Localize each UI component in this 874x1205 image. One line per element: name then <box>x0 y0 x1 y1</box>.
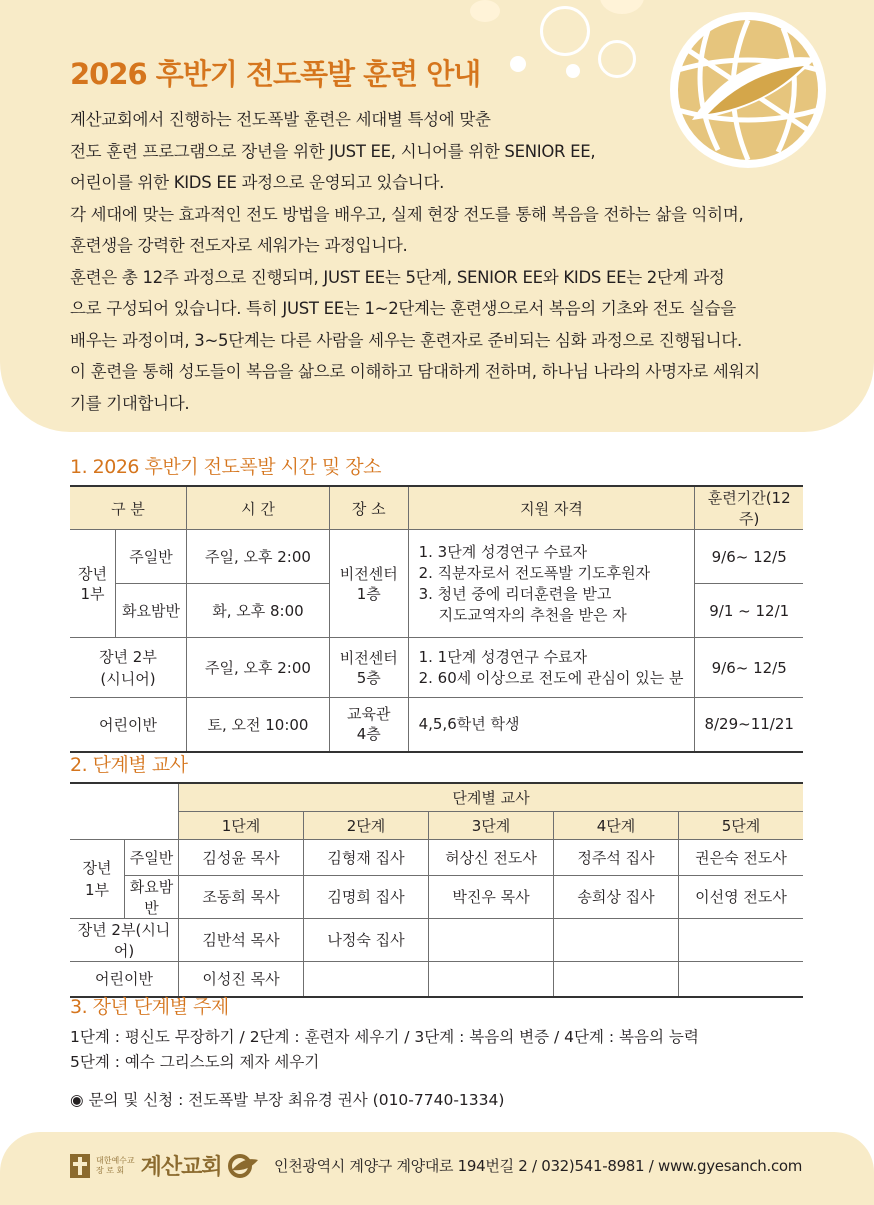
stage-themes <box>70 1025 699 1075</box>
intro-line: 으로 구성되어 있습니다. 특히 JUST EE는 1~2단계는 훈련생으로서 복음의 기초와 전도 실습을 <box>70 299 736 318</box>
col-header-time: 시 간 <box>186 486 329 530</box>
page-title: 2026 후반기 전도폭발 훈련 안내 <box>70 57 481 91</box>
stage-header: 2단계 <box>304 811 429 839</box>
time-senior: 주일, 오후 2:00 <box>186 638 329 698</box>
teacher-cell: 이선영 전도사 <box>679 875 804 918</box>
decorative-bubble <box>540 6 590 56</box>
intro-text <box>70 104 810 419</box>
teacher-cell: 허상신 전도사 <box>429 839 554 875</box>
col-header-place: 장 소 <box>329 486 408 530</box>
qualification-item: 지도교역자의 추천을 받은 자 <box>438 605 627 624</box>
teacher-cell <box>429 961 554 997</box>
church-emblem-icon <box>228 1154 260 1178</box>
intro-line: 어린이를 위한 KIDS EE 과정으로 운영되고 있습니다. <box>70 173 445 192</box>
qualification-item: 2. 60세 이상으로 전도에 관심이 있는 분 <box>418 668 684 687</box>
corner-blank <box>70 783 179 839</box>
qualification-kids: 4,5,6학년 학생 <box>408 698 695 752</box>
cross-icon <box>70 1154 90 1178</box>
intro-line: 훈련생을 강력한 전도자로 세워가는 과정입니다. <box>70 236 408 255</box>
stage-header: 3단계 <box>429 811 554 839</box>
qualification-item: 3. 청년 중에 리더훈련을 받고 <box>418 584 612 603</box>
section-heading-teachers: 2. 단계별 교사 <box>70 754 188 776</box>
row-label: 주일반 <box>125 839 179 875</box>
time-kids: 토, 오전 10:00 <box>186 698 329 752</box>
qualification-senior <box>408 638 695 698</box>
qualification-item: 2. 직분자로서 전도폭발 기도후원자 <box>418 563 651 582</box>
teacher-cell: 이성진 목사 <box>179 961 304 997</box>
intro-line: 이 훈련을 통해 성도들이 복음을 삶으로 이해하고 담대하게 전하며, 하나님 나라의 사명자로 세워지 <box>70 362 760 381</box>
teachers-table <box>70 782 803 998</box>
church-name: 계산교회 <box>140 1155 222 1180</box>
col-header-qualification: 지원 자격 <box>408 486 695 530</box>
teacher-cell: 김성윤 목사 <box>179 839 304 875</box>
theme-line: 1단계 : 평신도 무장하기 / 2단계 : 훈련자 세우기 / 3단계 : 복음의 변증 / 4단계 : 복음의 능력 <box>70 1028 699 1046</box>
teacher-cell: 김명희 집사 <box>304 875 429 918</box>
intro-line: 훈련은 총 12주 과정으로 진행되며, JUST EE는 5단계, SENIOR EE와 KIDS EE는 2단계 과정 <box>70 267 725 287</box>
col-header-period: 훈련기간(12주) <box>695 486 803 530</box>
decorative-bubble <box>510 56 526 72</box>
col-header-category: 구 분 <box>70 486 186 530</box>
row-label: 장년 2부(시니어) <box>70 918 179 961</box>
teacher-cell: 조동희 목사 <box>179 875 304 918</box>
qualification-item: 1. 3단계 성경연구 수료자 <box>418 542 588 561</box>
class-senior: 장년 2부 (시니어) <box>70 638 186 698</box>
intro-line: 기를 기대합니다. <box>70 393 190 413</box>
teacher-cell: 나정숙 집사 <box>304 918 429 961</box>
section-heading-themes: 3. 장년 단계별 주제 <box>70 996 229 1018</box>
teacher-cell: 김반석 목사 <box>179 918 304 961</box>
row-label: 어린이반 <box>70 961 179 997</box>
intro-line: 계산교회에서 진행하는 전도폭발 훈련은 세대별 특성에 맞춘 <box>70 110 491 129</box>
inquiry-contact: ◉ 문의 및 신청 : 전도폭발 부장 최유경 권사 (010-7740-1334) <box>70 1091 505 1109</box>
teacher-cell: 박진우 목사 <box>429 875 554 918</box>
place-vision-5f: 비전센터 5층 <box>329 638 408 698</box>
teacher-cell <box>554 918 679 961</box>
stage-header: 5단계 <box>679 811 804 839</box>
intro-line: 전도 훈련 프로그램으로 장년을 위한 JUST EE, 시니어를 위한 SENIOR EE, <box>70 141 596 161</box>
intro-line: 각 세대에 맞는 효과적인 전도 방법을 배우고, 실제 현장 전도를 통해 복음을 전하는 삶을 익히며, <box>70 204 744 224</box>
row-label: 화요밤반 <box>125 875 179 918</box>
time-tuesday: 화, 오후 8:00 <box>186 584 329 638</box>
stage-header: 1단계 <box>179 811 304 839</box>
qualification-item: 1. 1단계 성경연구 수료자 <box>418 647 588 666</box>
teacher-cell: 송희상 집사 <box>554 875 679 918</box>
period-tuesday: 9/1 ~ 12/1 <box>695 584 803 638</box>
teacher-cell: 권은숙 전도사 <box>679 839 804 875</box>
teacher-cell <box>554 961 679 997</box>
schedule-table <box>70 485 803 753</box>
period-senior: 9/6~ 12/5 <box>695 638 803 698</box>
teacher-cell: 정주석 집사 <box>554 839 679 875</box>
class-tuesday: 화요밤반 <box>116 584 187 638</box>
teacher-cell <box>304 961 429 997</box>
church-logo <box>70 1150 260 1181</box>
intro-line: 배우는 과정이며, 3~5단계는 다른 사람을 세우는 훈련자로 준비되는 심화 과정으로 진행됩니다. <box>70 330 742 350</box>
group-adult-1: 장년 1부 <box>70 839 125 918</box>
place-education-4f: 교육관 4층 <box>329 698 408 752</box>
class-sunday: 주일반 <box>116 530 187 584</box>
group-adult-1: 장년 1부 <box>70 530 116 638</box>
class-kids: 어린이반 <box>70 698 186 752</box>
church-address: 인천광역시 계양구 계양대로 194번길 2 / 032)541-8981 / www.gyesanch.com <box>274 1157 803 1175</box>
period-kids: 8/29~11/21 <box>695 698 803 752</box>
stage-header: 4단계 <box>554 811 679 839</box>
teacher-cell: 김형재 집사 <box>304 839 429 875</box>
decorative-bubble <box>566 64 580 78</box>
teacher-cell <box>429 918 554 961</box>
col-header-stage-teachers: 단계별 교사 <box>179 783 804 811</box>
denomination-label: 대한예수교 장 로 회 <box>96 1155 135 1175</box>
time-sunday: 주일, 오후 2:00 <box>186 530 329 584</box>
period-sunday: 9/6~ 12/5 <box>695 530 803 584</box>
decorative-bubble <box>598 40 636 78</box>
section-heading-schedule: 1. 2026 후반기 전도폭발 시간 및 장소 <box>70 456 381 478</box>
place-vision-1f: 비전센터 1층 <box>329 530 408 638</box>
qualification-adult-1 <box>408 530 695 638</box>
decorative-bubble <box>470 0 500 22</box>
theme-line: 5단계 : 예수 그리스도의 제자 세우기 <box>70 1053 320 1071</box>
teacher-cell <box>679 918 804 961</box>
teacher-cell <box>679 961 804 997</box>
